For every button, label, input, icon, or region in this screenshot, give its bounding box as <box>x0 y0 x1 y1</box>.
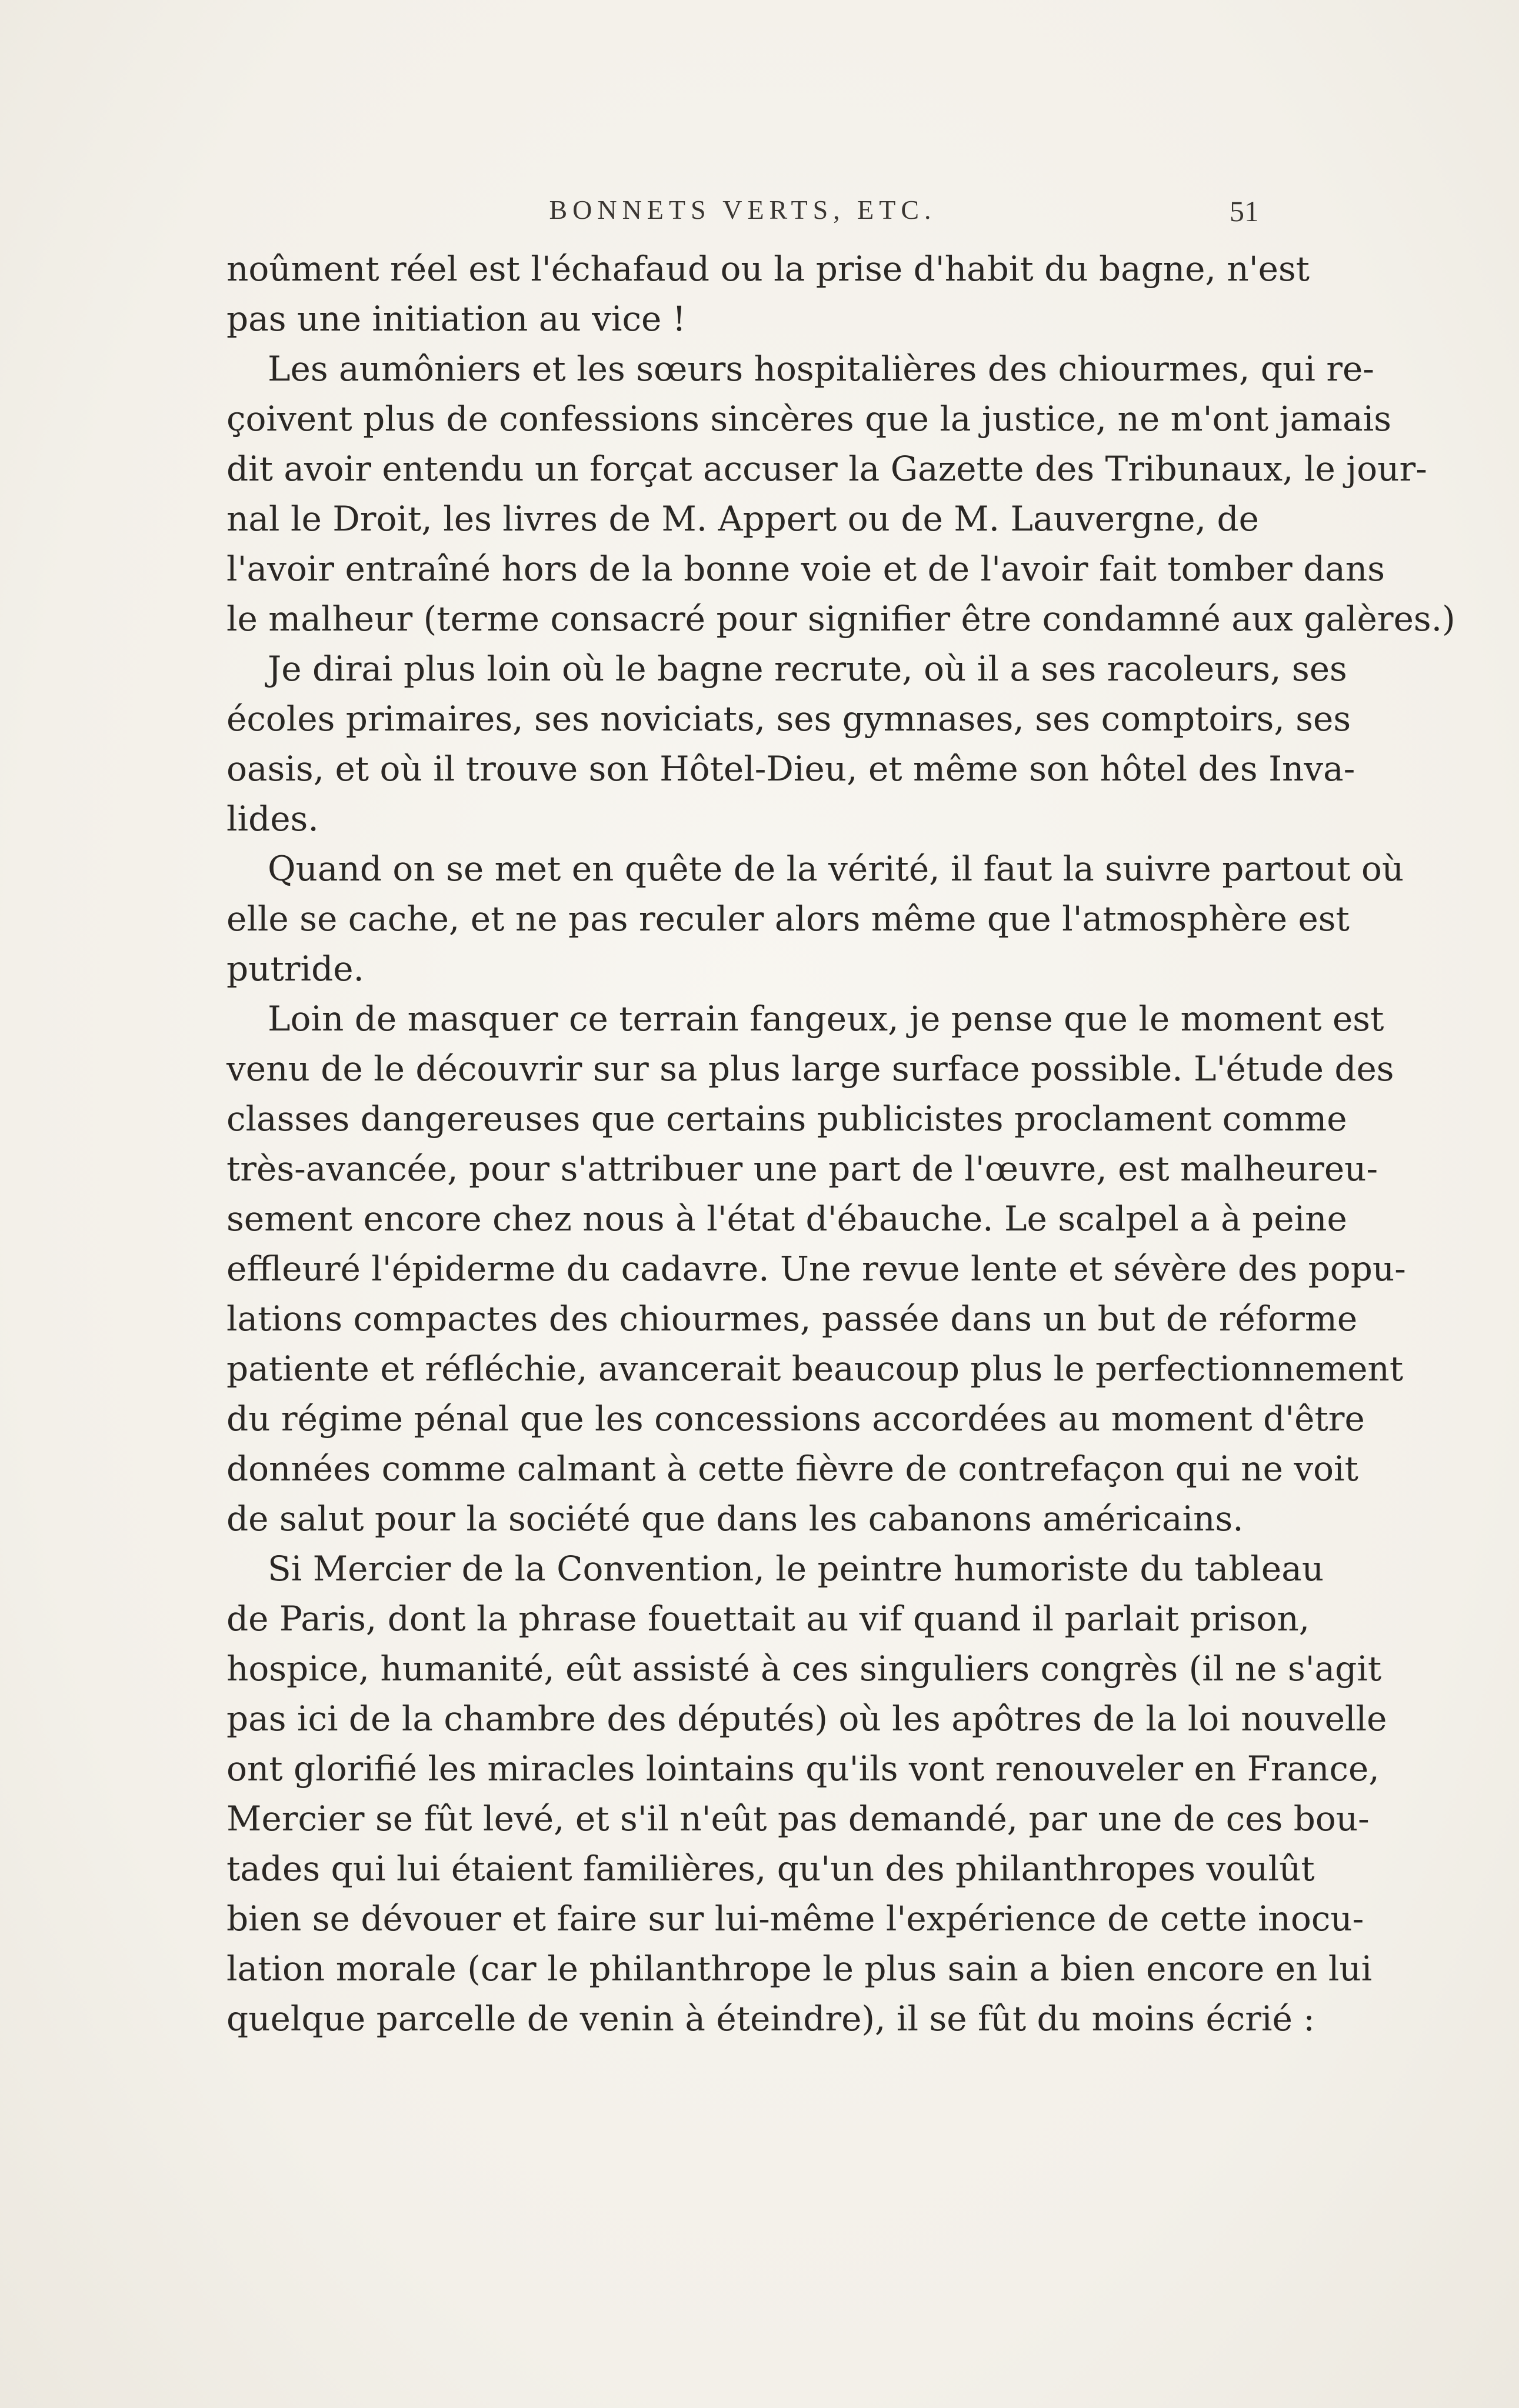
text-line: pas une initiation au vice ! <box>226 299 687 339</box>
text-line: putride. <box>226 949 364 989</box>
text-line: lides. <box>226 799 319 839</box>
text-line: noûment réel est l'échafaud ou la prise d'habit du bagne, n'est <box>226 249 1310 289</box>
text-line: quelque parcelle de venin à éteindre), il se fût du moins écrié : <box>226 1999 1315 2039</box>
text-line: bien se dévouer et faire sur lui-même l'expérience de cette inocu- <box>226 1899 1364 1939</box>
text-line: très-avancée, pour s'attribuer une part de l'œuvre, est malheureu- <box>226 1149 1378 1189</box>
text-line: pas ici de la chambre des députés) où les apôtres de la loi nouvelle <box>226 1699 1387 1739</box>
text-line: effleuré l'épiderme du cadavre. Une revue lente et sévère des popu- <box>226 1249 1406 1289</box>
text-line: elle se cache, et ne pas reculer alors même que l'atmosphère est <box>226 899 1350 939</box>
text-line: venu de le découvrir sur sa plus large surface possible. L'étude des <box>226 1049 1394 1089</box>
text-line: Les aumôniers et les sœurs hospitalières des chiourmes, qui re- <box>268 349 1374 389</box>
text-line: Loin de masquer ce terrain fangeux, je pense que le moment est <box>268 999 1384 1039</box>
text-line: nal le Droit, les livres de M. Appert ou de M. Lauvergne, de <box>226 499 1259 539</box>
running-head: BONNETS VERTS, ETC. <box>549 195 937 225</box>
text-line: lation morale (car le philanthrope le plus sain a bien encore en lui <box>226 1949 1373 1989</box>
text-line: classes dangereuses que certains publicistes proclament comme <box>226 1099 1347 1139</box>
text-line: Mercier se fût levé, et s'il n'eût pas demandé, par une de ces bou- <box>226 1799 1370 1839</box>
text-line: Quand on se met en quête de la vérité, il faut la suivre partout où <box>268 849 1404 889</box>
text-line: ont glorifié les miracles lointains qu'ils vont renouveler en France, <box>226 1749 1380 1789</box>
text-line: çoivent plus de confessions sincères que la justice, ne m'ont jamais <box>226 399 1392 439</box>
text-line: données comme calmant à cette fièvre de contrefaçon qui ne voit <box>226 1449 1358 1489</box>
text-line: le malheur (terme consacré pour signifier être condamné aux galères.) <box>226 599 1455 639</box>
text-line: patiente et réfléchie, avancerait beaucoup plus le perfectionnement <box>226 1349 1404 1389</box>
text-line: Je dirai plus loin où le bagne recrute, où il a ses racoleurs, ses <box>268 649 1347 689</box>
text-line: dit avoir entendu un forçat accuser la Gazette des Tribunaux, le jour- <box>226 449 1427 489</box>
text-line: de salut pour la société que dans les cabanons américains. <box>226 1499 1244 1539</box>
page-number: 51 <box>1230 195 1259 228</box>
text-line: Si Mercier de la Convention, le peintre humoriste du tableau <box>268 1549 1324 1589</box>
text-line: tades qui lui étaient familières, qu'un des philanthropes voulût <box>226 1849 1315 1889</box>
text-line: sement encore chez nous à l'état d'ébauche. Le scalpel a à peine <box>226 1199 1347 1239</box>
text-line: écoles primaires, ses noviciats, ses gymnases, ses comptoirs, ses <box>226 699 1351 739</box>
text-line: oasis, et où il trouve son Hôtel-Dieu, et même son hôtel des Inva- <box>226 749 1355 789</box>
text-line: de Paris, dont la phrase fouettait au vif quand il parlait prison, <box>226 1599 1310 1639</box>
page-header <box>226 194 1259 235</box>
text-line: lations compactes des chiourmes, passée dans un but de réforme <box>226 1299 1358 1339</box>
text-line: du régime pénal que les concessions accordées au moment d'être <box>226 1399 1365 1439</box>
text-line: l'avoir entraîné hors de la bonne voie et de l'avoir fait tomber dans <box>226 549 1385 589</box>
body-text <box>226 244 1455 2044</box>
text-line: hospice, humanité, eût assisté à ces singuliers congrès (il ne s'agit <box>226 1649 1382 1689</box>
